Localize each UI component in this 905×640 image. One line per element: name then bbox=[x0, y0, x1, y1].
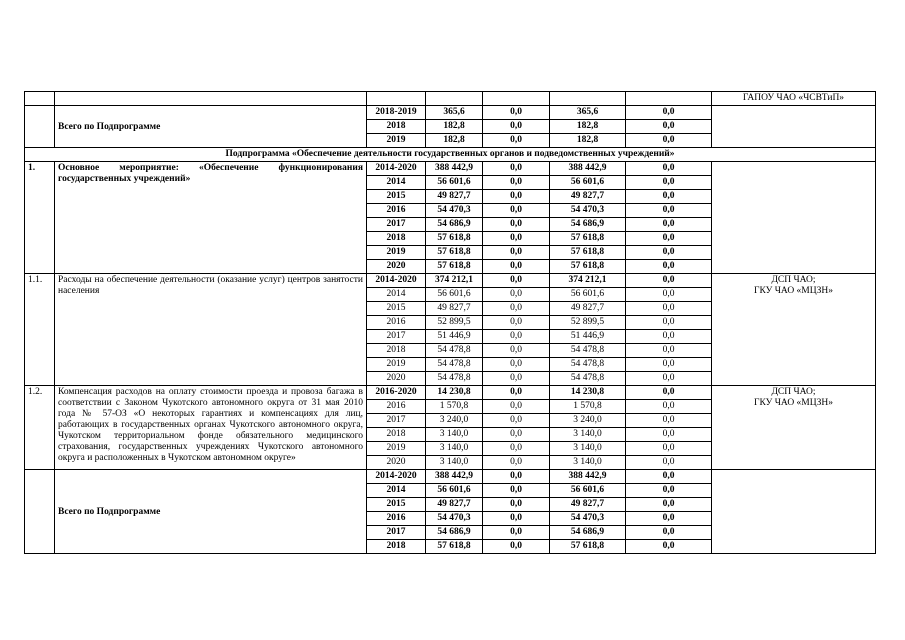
total-cell: 3 140,0 bbox=[426, 456, 483, 470]
federal-budget-cell: 0,0 bbox=[483, 484, 550, 498]
total-cell: 57 618,8 bbox=[426, 540, 483, 554]
federal-budget-cell: 0,0 bbox=[483, 386, 550, 400]
other-sources-cell: 0,0 bbox=[626, 372, 712, 386]
year-cell: 2016 bbox=[367, 512, 426, 526]
other-sources-cell: 0,0 bbox=[626, 288, 712, 302]
year-cell: 2014-2020 bbox=[367, 274, 426, 288]
federal-budget-cell: 0,0 bbox=[483, 176, 550, 190]
other-sources-cell: 0,0 bbox=[626, 526, 712, 540]
year-cell: 2018-2019 bbox=[367, 106, 426, 120]
year-cell: 2020 bbox=[367, 456, 426, 470]
other-sources-cell: 0,0 bbox=[626, 162, 712, 176]
total-cell: 374 212,1 bbox=[426, 274, 483, 288]
responsible-cell: ДСП ЧАО; ГКУ ЧАО «МЦЗН» bbox=[712, 274, 876, 386]
other-sources-cell: 0,0 bbox=[626, 218, 712, 232]
total-cell: 3 240,0 bbox=[426, 414, 483, 428]
other-sources-cell: 0,0 bbox=[626, 540, 712, 554]
total-cell: 56 601,6 bbox=[426, 288, 483, 302]
federal-budget-cell: 0,0 bbox=[483, 106, 550, 120]
district-budget-cell: 374 212,1 bbox=[550, 274, 626, 288]
other-sources-cell: 0,0 bbox=[626, 246, 712, 260]
table-row bbox=[25, 92, 876, 106]
year-cell: 2015 bbox=[367, 302, 426, 316]
total-cell: 182,8 bbox=[426, 134, 483, 148]
federal-budget-cell: 0,0 bbox=[483, 316, 550, 330]
federal-budget-cell: 0,0 bbox=[483, 260, 550, 274]
federal-budget-cell: 0,0 bbox=[483, 330, 550, 344]
district-budget-cell: 57 618,8 bbox=[550, 260, 626, 274]
year-cell: 2016 bbox=[367, 204, 426, 218]
cell-empty bbox=[550, 92, 626, 106]
year-cell: 2016 bbox=[367, 316, 426, 330]
total-cell: 3 140,0 bbox=[426, 442, 483, 456]
federal-budget-cell: 0,0 bbox=[483, 218, 550, 232]
other-sources-cell: 0,0 bbox=[626, 120, 712, 134]
item-number-cell: 1. bbox=[25, 162, 55, 274]
other-sources-cell: 0,0 bbox=[626, 106, 712, 120]
year-cell: 2018 bbox=[367, 120, 426, 134]
district-budget-cell: 3 140,0 bbox=[550, 428, 626, 442]
other-sources-cell: 0,0 bbox=[626, 470, 712, 484]
federal-budget-cell: 0,0 bbox=[483, 526, 550, 540]
item-number-cell bbox=[25, 470, 55, 554]
district-budget-cell: 54 478,8 bbox=[550, 344, 626, 358]
other-sources-cell: 0,0 bbox=[626, 260, 712, 274]
district-budget-cell: 388 442,9 bbox=[550, 470, 626, 484]
table-body bbox=[25, 92, 876, 554]
total-cell: 49 827,7 bbox=[426, 190, 483, 204]
district-budget-cell: 54 686,9 bbox=[550, 526, 626, 540]
district-budget-cell: 49 827,7 bbox=[550, 190, 626, 204]
federal-budget-cell: 0,0 bbox=[483, 204, 550, 218]
federal-budget-cell: 0,0 bbox=[483, 358, 550, 372]
year-cell: 2016-2020 bbox=[367, 386, 426, 400]
total-cell: 57 618,8 bbox=[426, 246, 483, 260]
year-cell: 2014-2020 bbox=[367, 470, 426, 484]
district-budget-cell: 3 140,0 bbox=[550, 442, 626, 456]
total-cell: 51 446,9 bbox=[426, 330, 483, 344]
year-cell: 2018 bbox=[367, 344, 426, 358]
year-cell: 2017 bbox=[367, 526, 426, 540]
federal-budget-cell: 0,0 bbox=[483, 512, 550, 526]
district-budget-cell: 3 240,0 bbox=[550, 414, 626, 428]
year-cell: 2018 bbox=[367, 232, 426, 246]
other-sources-cell: 0,0 bbox=[626, 386, 712, 400]
federal-budget-cell: 0,0 bbox=[483, 400, 550, 414]
cell-empty bbox=[626, 92, 712, 106]
total-cell: 14 230,8 bbox=[426, 386, 483, 400]
district-budget-cell: 365,6 bbox=[550, 106, 626, 120]
federal-budget-cell: 0,0 bbox=[483, 344, 550, 358]
item-name-cell: Расходы на обеспечение деятельности (оказание услуг) центров занятости населения bbox=[55, 274, 367, 386]
federal-budget-cell: 0,0 bbox=[483, 428, 550, 442]
total-cell: 56 601,6 bbox=[426, 484, 483, 498]
federal-budget-cell: 0,0 bbox=[483, 120, 550, 134]
year-cell: 2014-2020 bbox=[367, 162, 426, 176]
table-row bbox=[25, 162, 876, 176]
federal-budget-cell: 0,0 bbox=[483, 232, 550, 246]
district-budget-cell: 57 618,8 bbox=[550, 232, 626, 246]
cell-empty bbox=[25, 92, 55, 106]
year-cell: 2019 bbox=[367, 134, 426, 148]
district-budget-cell: 56 601,6 bbox=[550, 288, 626, 302]
year-cell: 2017 bbox=[367, 330, 426, 344]
cell-empty bbox=[55, 92, 367, 106]
district-budget-cell: 57 618,8 bbox=[550, 540, 626, 554]
item-number-cell: 1.2. bbox=[25, 386, 55, 470]
other-sources-cell: 0,0 bbox=[626, 484, 712, 498]
other-sources-cell: 0,0 bbox=[626, 414, 712, 428]
other-sources-cell: 0,0 bbox=[626, 428, 712, 442]
section-title: Подпрограмма «Обеспечение деятельности государственных органов и подведомственных учреждений» bbox=[25, 148, 876, 162]
other-sources-cell: 0,0 bbox=[626, 498, 712, 512]
year-cell: 2019 bbox=[367, 358, 426, 372]
federal-budget-cell: 0,0 bbox=[483, 372, 550, 386]
total-cell: 54 470,3 bbox=[426, 204, 483, 218]
responsible-cell: ГАПОУ ЧАО «ЧСВТиП» bbox=[712, 92, 876, 106]
district-budget-cell: 49 827,7 bbox=[550, 498, 626, 512]
federal-budget-cell: 0,0 bbox=[483, 456, 550, 470]
total-cell: 49 827,7 bbox=[426, 498, 483, 512]
total-cell: 57 618,8 bbox=[426, 232, 483, 246]
total-cell: 54 686,9 bbox=[426, 526, 483, 540]
year-cell: 2019 bbox=[367, 246, 426, 260]
federal-budget-cell: 0,0 bbox=[483, 274, 550, 288]
federal-budget-cell: 0,0 bbox=[483, 540, 550, 554]
federal-budget-cell: 0,0 bbox=[483, 470, 550, 484]
total-cell: 54 478,8 bbox=[426, 372, 483, 386]
other-sources-cell: 0,0 bbox=[626, 456, 712, 470]
year-cell: 2020 bbox=[367, 372, 426, 386]
district-budget-cell: 51 446,9 bbox=[550, 330, 626, 344]
year-cell: 2018 bbox=[367, 428, 426, 442]
year-cell: 2017 bbox=[367, 218, 426, 232]
total-cell: 54 478,8 bbox=[426, 344, 483, 358]
other-sources-cell: 0,0 bbox=[626, 400, 712, 414]
district-budget-cell: 54 470,3 bbox=[550, 512, 626, 526]
district-budget-cell: 49 827,7 bbox=[550, 302, 626, 316]
total-cell: 54 470,3 bbox=[426, 512, 483, 526]
other-sources-cell: 0,0 bbox=[626, 316, 712, 330]
district-budget-cell: 54 686,9 bbox=[550, 218, 626, 232]
year-cell: 2019 bbox=[367, 442, 426, 456]
district-budget-cell: 52 899,5 bbox=[550, 316, 626, 330]
federal-budget-cell: 0,0 bbox=[483, 302, 550, 316]
federal-budget-cell: 0,0 bbox=[483, 190, 550, 204]
district-budget-cell: 182,8 bbox=[550, 120, 626, 134]
other-sources-cell: 0,0 bbox=[626, 344, 712, 358]
responsible-cell: ДСП ЧАО; ГКУ ЧАО «МЦЗН» bbox=[712, 386, 876, 470]
district-budget-cell: 54 478,8 bbox=[550, 372, 626, 386]
total-cell: 388 442,9 bbox=[426, 162, 483, 176]
other-sources-cell: 0,0 bbox=[626, 512, 712, 526]
section-row bbox=[25, 148, 876, 162]
item-name-cell: Всего по Подпрограмме bbox=[55, 470, 367, 554]
year-cell: 2014 bbox=[367, 484, 426, 498]
total-cell: 3 140,0 bbox=[426, 428, 483, 442]
item-name-cell: Всего по Подпрограмме bbox=[55, 106, 367, 148]
table-row bbox=[25, 274, 876, 288]
year-cell: 2015 bbox=[367, 190, 426, 204]
total-cell: 49 827,7 bbox=[426, 302, 483, 316]
district-budget-cell: 54 470,3 bbox=[550, 204, 626, 218]
item-name-cell: Компенсация расходов на оплату стоимости проезда и провоза багажа в соответствии с Законом Чукотского автономного округа от 31 мая 2010 года № 57-ОЗ «О некоторых гарантиях и компенсациях для лиц, работающих в государственных органах Чукотского автономного округа, Чукотском территориальном фонде обязательного медицинского страхования, государственных учреждениях Чукотского автономного округа и расположенных в Чукотском автономном округе» bbox=[55, 386, 367, 470]
other-sources-cell: 0,0 bbox=[626, 274, 712, 288]
district-budget-cell: 54 478,8 bbox=[550, 358, 626, 372]
year-cell: 2015 bbox=[367, 498, 426, 512]
federal-budget-cell: 0,0 bbox=[483, 162, 550, 176]
district-budget-cell: 14 230,8 bbox=[550, 386, 626, 400]
responsible-cell bbox=[712, 470, 876, 554]
other-sources-cell: 0,0 bbox=[626, 358, 712, 372]
item-number-cell bbox=[25, 106, 55, 148]
responsible-cell bbox=[712, 162, 876, 274]
total-cell: 388 442,9 bbox=[426, 470, 483, 484]
other-sources-cell: 0,0 bbox=[626, 190, 712, 204]
item-name-cell: Основное мероприятие: «Обеспечение функционирования государственных учреждений» bbox=[55, 162, 367, 274]
program-table bbox=[24, 91, 876, 554]
district-budget-cell: 1 570,8 bbox=[550, 400, 626, 414]
other-sources-cell: 0,0 bbox=[626, 302, 712, 316]
cell-empty bbox=[367, 92, 426, 106]
federal-budget-cell: 0,0 bbox=[483, 442, 550, 456]
district-budget-cell: 57 618,8 bbox=[550, 246, 626, 260]
table-row bbox=[25, 386, 876, 400]
year-cell: 2018 bbox=[367, 540, 426, 554]
responsible-cell bbox=[712, 106, 876, 148]
total-cell: 56 601,6 bbox=[426, 176, 483, 190]
total-cell: 182,8 bbox=[426, 120, 483, 134]
year-cell: 2016 bbox=[367, 400, 426, 414]
total-cell: 1 570,8 bbox=[426, 400, 483, 414]
other-sources-cell: 0,0 bbox=[626, 134, 712, 148]
district-budget-cell: 56 601,6 bbox=[550, 484, 626, 498]
year-cell: 2020 bbox=[367, 260, 426, 274]
other-sources-cell: 0,0 bbox=[626, 176, 712, 190]
cell-empty bbox=[483, 92, 550, 106]
year-cell: 2014 bbox=[367, 176, 426, 190]
district-budget-cell: 56 601,6 bbox=[550, 176, 626, 190]
year-cell: 2017 bbox=[367, 414, 426, 428]
item-number-cell: 1.1. bbox=[25, 274, 55, 386]
other-sources-cell: 0,0 bbox=[626, 204, 712, 218]
table-row bbox=[25, 470, 876, 484]
district-budget-cell: 388 442,9 bbox=[550, 162, 626, 176]
federal-budget-cell: 0,0 bbox=[483, 414, 550, 428]
year-cell: 2014 bbox=[367, 288, 426, 302]
other-sources-cell: 0,0 bbox=[626, 330, 712, 344]
other-sources-cell: 0,0 bbox=[626, 232, 712, 246]
district-budget-cell: 182,8 bbox=[550, 134, 626, 148]
federal-budget-cell: 0,0 bbox=[483, 246, 550, 260]
federal-budget-cell: 0,0 bbox=[483, 288, 550, 302]
total-cell: 54 686,9 bbox=[426, 218, 483, 232]
district-budget-cell: 3 140,0 bbox=[550, 456, 626, 470]
total-cell: 57 618,8 bbox=[426, 260, 483, 274]
cell-empty bbox=[426, 92, 483, 106]
table-row bbox=[25, 106, 876, 120]
total-cell: 54 478,8 bbox=[426, 358, 483, 372]
federal-budget-cell: 0,0 bbox=[483, 498, 550, 512]
federal-budget-cell: 0,0 bbox=[483, 134, 550, 148]
total-cell: 52 899,5 bbox=[426, 316, 483, 330]
total-cell: 365,6 bbox=[426, 106, 483, 120]
other-sources-cell: 0,0 bbox=[626, 442, 712, 456]
